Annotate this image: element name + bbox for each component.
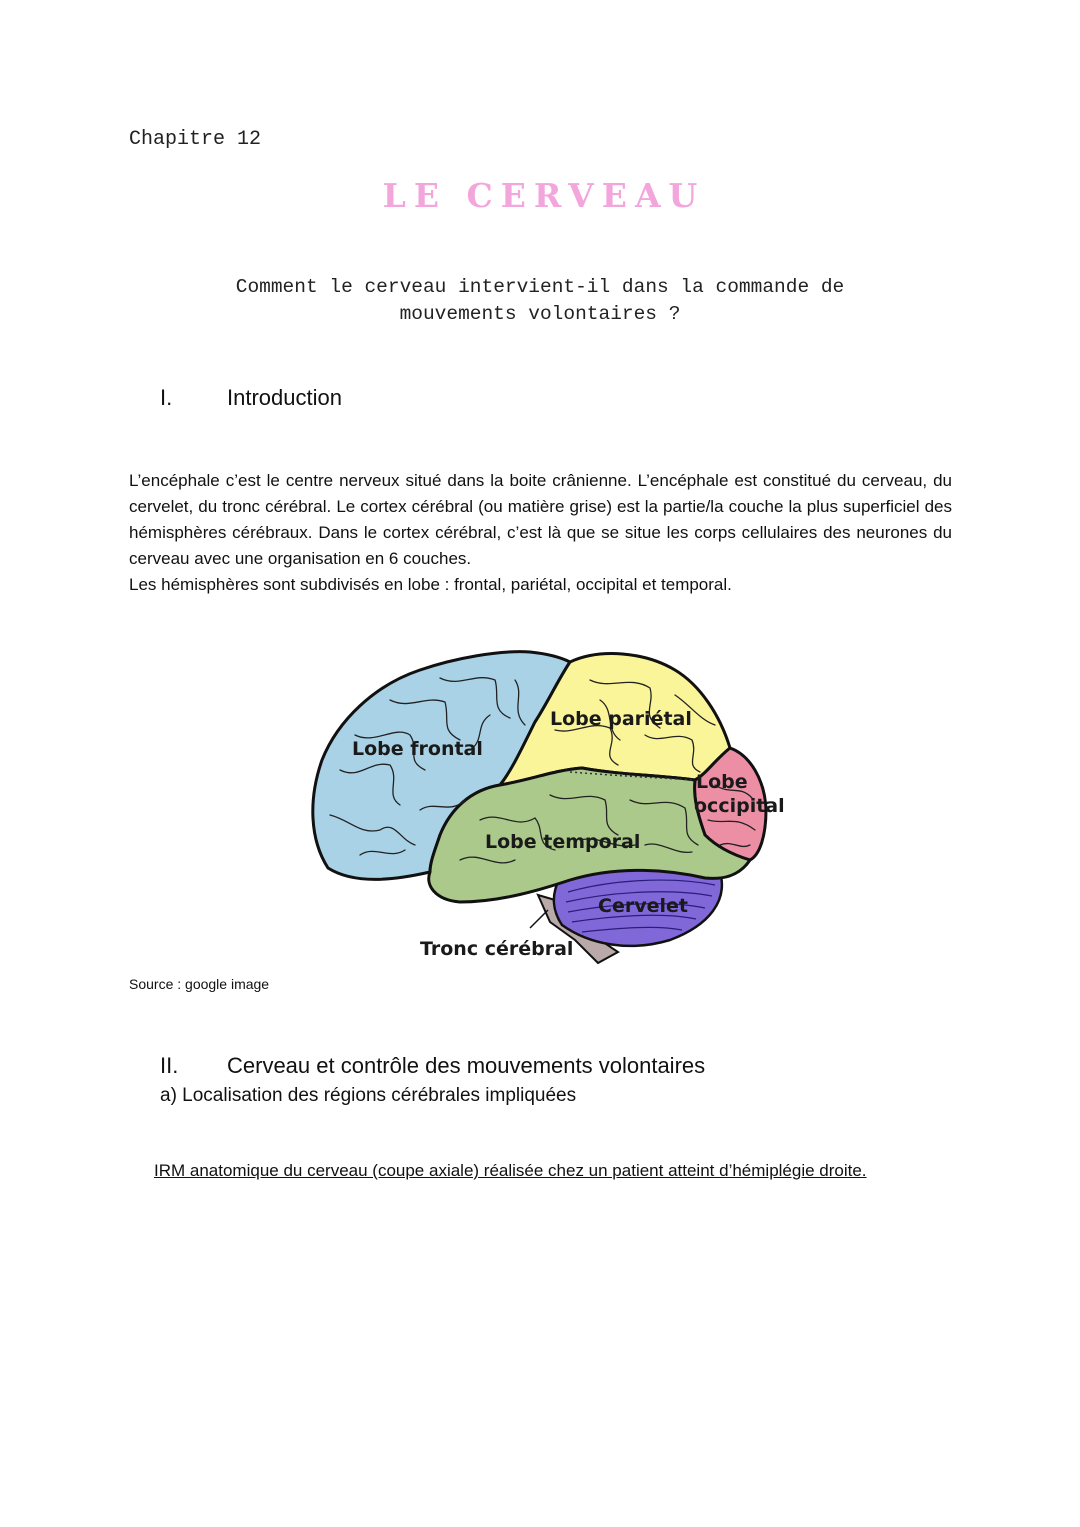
intro-text — [129, 468, 952, 598]
label-temporal-lobe: Lobe temporal — [485, 831, 641, 853]
brain-lobes-diagram — [300, 640, 800, 970]
label-parietal-lobe: Lobe pariétal — [550, 708, 692, 730]
section-2-number: II. — [160, 1053, 179, 1078]
subsection-a-title: a) Localisation des régions cérébrales impliquées — [160, 1085, 577, 1106]
figure-source: Source : google image — [129, 976, 270, 992]
section-1-number: I. — [160, 385, 173, 410]
label-frontal-lobe: Lobe frontal — [352, 738, 483, 760]
question-line-1: Comment le cerveau intervient-il dans la commande de — [235, 276, 845, 298]
intro-paragraph: L’encéphale c’est le centre nerveux situé dans la boite crânienne. L’encéphale est constitué du cerveau, du cervelet, du tronc cérébral. Le cortex cérébral (ou matière grise) est la partie/la couche la plus superficiel des hémisphères cérébraux. Dans le cortex cérébral, c’est là que se situe les corps cellulaires des neurones du cerveau avec une organisation en 6 couches. — [129, 471, 952, 568]
label-cerebellum: Cervelet — [598, 895, 688, 917]
label-occipital-lobe-line1: Lobe — [696, 771, 748, 793]
irm-caption: IRM anatomique du cerveau (coupe axiale) réalisée chez un patient atteint d’hémiplégie droite. — [154, 1161, 867, 1180]
label-brainstem: Tronc cérébral — [420, 938, 574, 960]
question-line-2: mouvements volontaires ? — [399, 303, 681, 325]
section-1-title: Introduction — [227, 385, 342, 410]
guiding-question — [160, 274, 920, 328]
label-occipital-lobe-line2: occipital — [694, 795, 785, 817]
lobes-sentence: Les hémisphères sont subdivisés en lobe : frontal, pariétal, occipital et temporal. — [129, 575, 732, 594]
chapter-number: Chapitre 12 — [129, 128, 262, 151]
page-title: LE CERVEAU — [382, 176, 706, 215]
section-2-title: Cerveau et contrôle des mouvements volontaires — [227, 1053, 706, 1078]
